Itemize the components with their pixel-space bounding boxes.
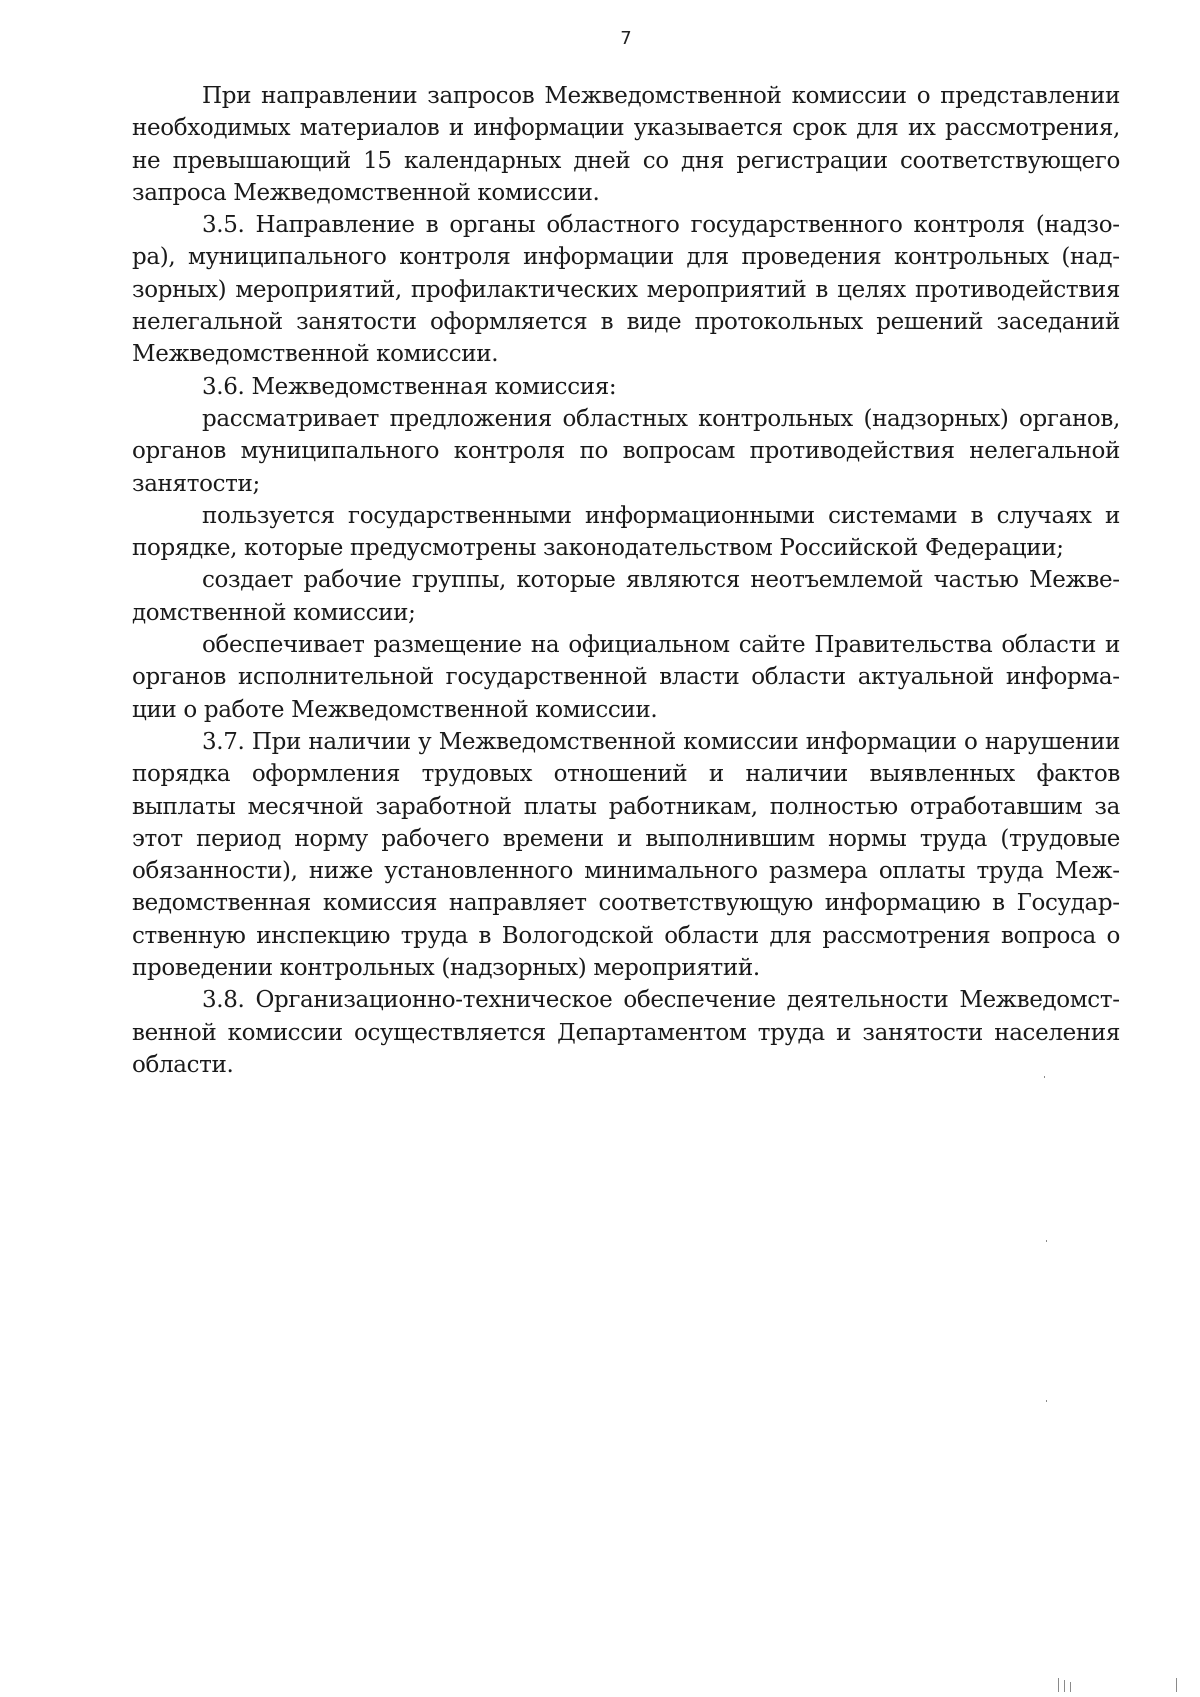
- page-number: 7: [620, 28, 632, 49]
- scan-artifact: [1176, 1678, 1177, 1692]
- scan-artifact: [1058, 1678, 1059, 1692]
- paragraph-requests-deadline: При направлении запросов Межведомственной комиссии о представлении необходимых материалов и информации указывается срок для их рассмотрения, не превышающий 15 календарных дней со дня регистрации соответствующего запроса Межведомственной комиссии.: [132, 83, 1120, 206]
- scan-artifact: [1046, 1240, 1047, 1242]
- paragraph-3-5: 3.5. Направление в органы областного государственного контроля (надзора), муниципального контроля информации для проведения контрольных (надзорных) мероприятий, профилактических мероприятий в целях противодействия нелегальной занятости оформляется в виде протокольных решений заседаний Межведомственной комиссии.: [132, 212, 1120, 368]
- paragraph-3-6-item-info-systems: пользуется государственными информационными системами в случаях и порядке, которые предусмотрены законодательством Российской Федерации;: [132, 502, 1120, 562]
- paragraph-3-6-item-working-groups: создает рабочие группы, которые являются неотъемлемой частью Межведомственной комиссии;: [132, 567, 1120, 626]
- scan-artifact: [1064, 1680, 1065, 1692]
- paragraph-3-8: 3.8. Организационно-техническое обеспечение деятельности Межведомственной комиссии осуществляется Департаментом труда и занятости населения области.: [132, 987, 1120, 1078]
- paragraph-3-7: 3.7. При наличии у Межведомственной комиссии информации о нарушении порядка оформления трудовых отношений и наличии выявленных фактов выплаты месячной заработной платы работникам, полностью отработавшим за этот период норму рабочего времени и выполнившим нормы труда (трудовые обязанности), ниже установленного минимального размера оплаты труда Межведомственная комиссия направляет соответствующую информацию в Государственную инспекцию труда в Вологодской области для рассмотрения вопроса о проведении контрольных (надзорных) мероприятий.: [132, 728, 1120, 982]
- document-body: [132, 80, 1120, 1081]
- paragraph-3-6-item-website: обеспечивает размещение на официальном сайте Правительства области и органов исполнительной государственной власти области актуальной информации о работе Межведомственной комиссии.: [132, 632, 1120, 723]
- paragraph-3-6-heading: 3.6. Межведомственная комиссия:: [202, 373, 617, 400]
- scan-artifact: [1070, 1682, 1071, 1692]
- paragraph-3-6-item-proposals: рассматривает предложения областных контрольных (надзорных) органов, органов муниципального контроля по вопросам противодействия нелегальной занятости;: [132, 405, 1120, 497]
- scan-artifact: [1044, 1076, 1045, 1078]
- scan-artifact: [1046, 1400, 1047, 1402]
